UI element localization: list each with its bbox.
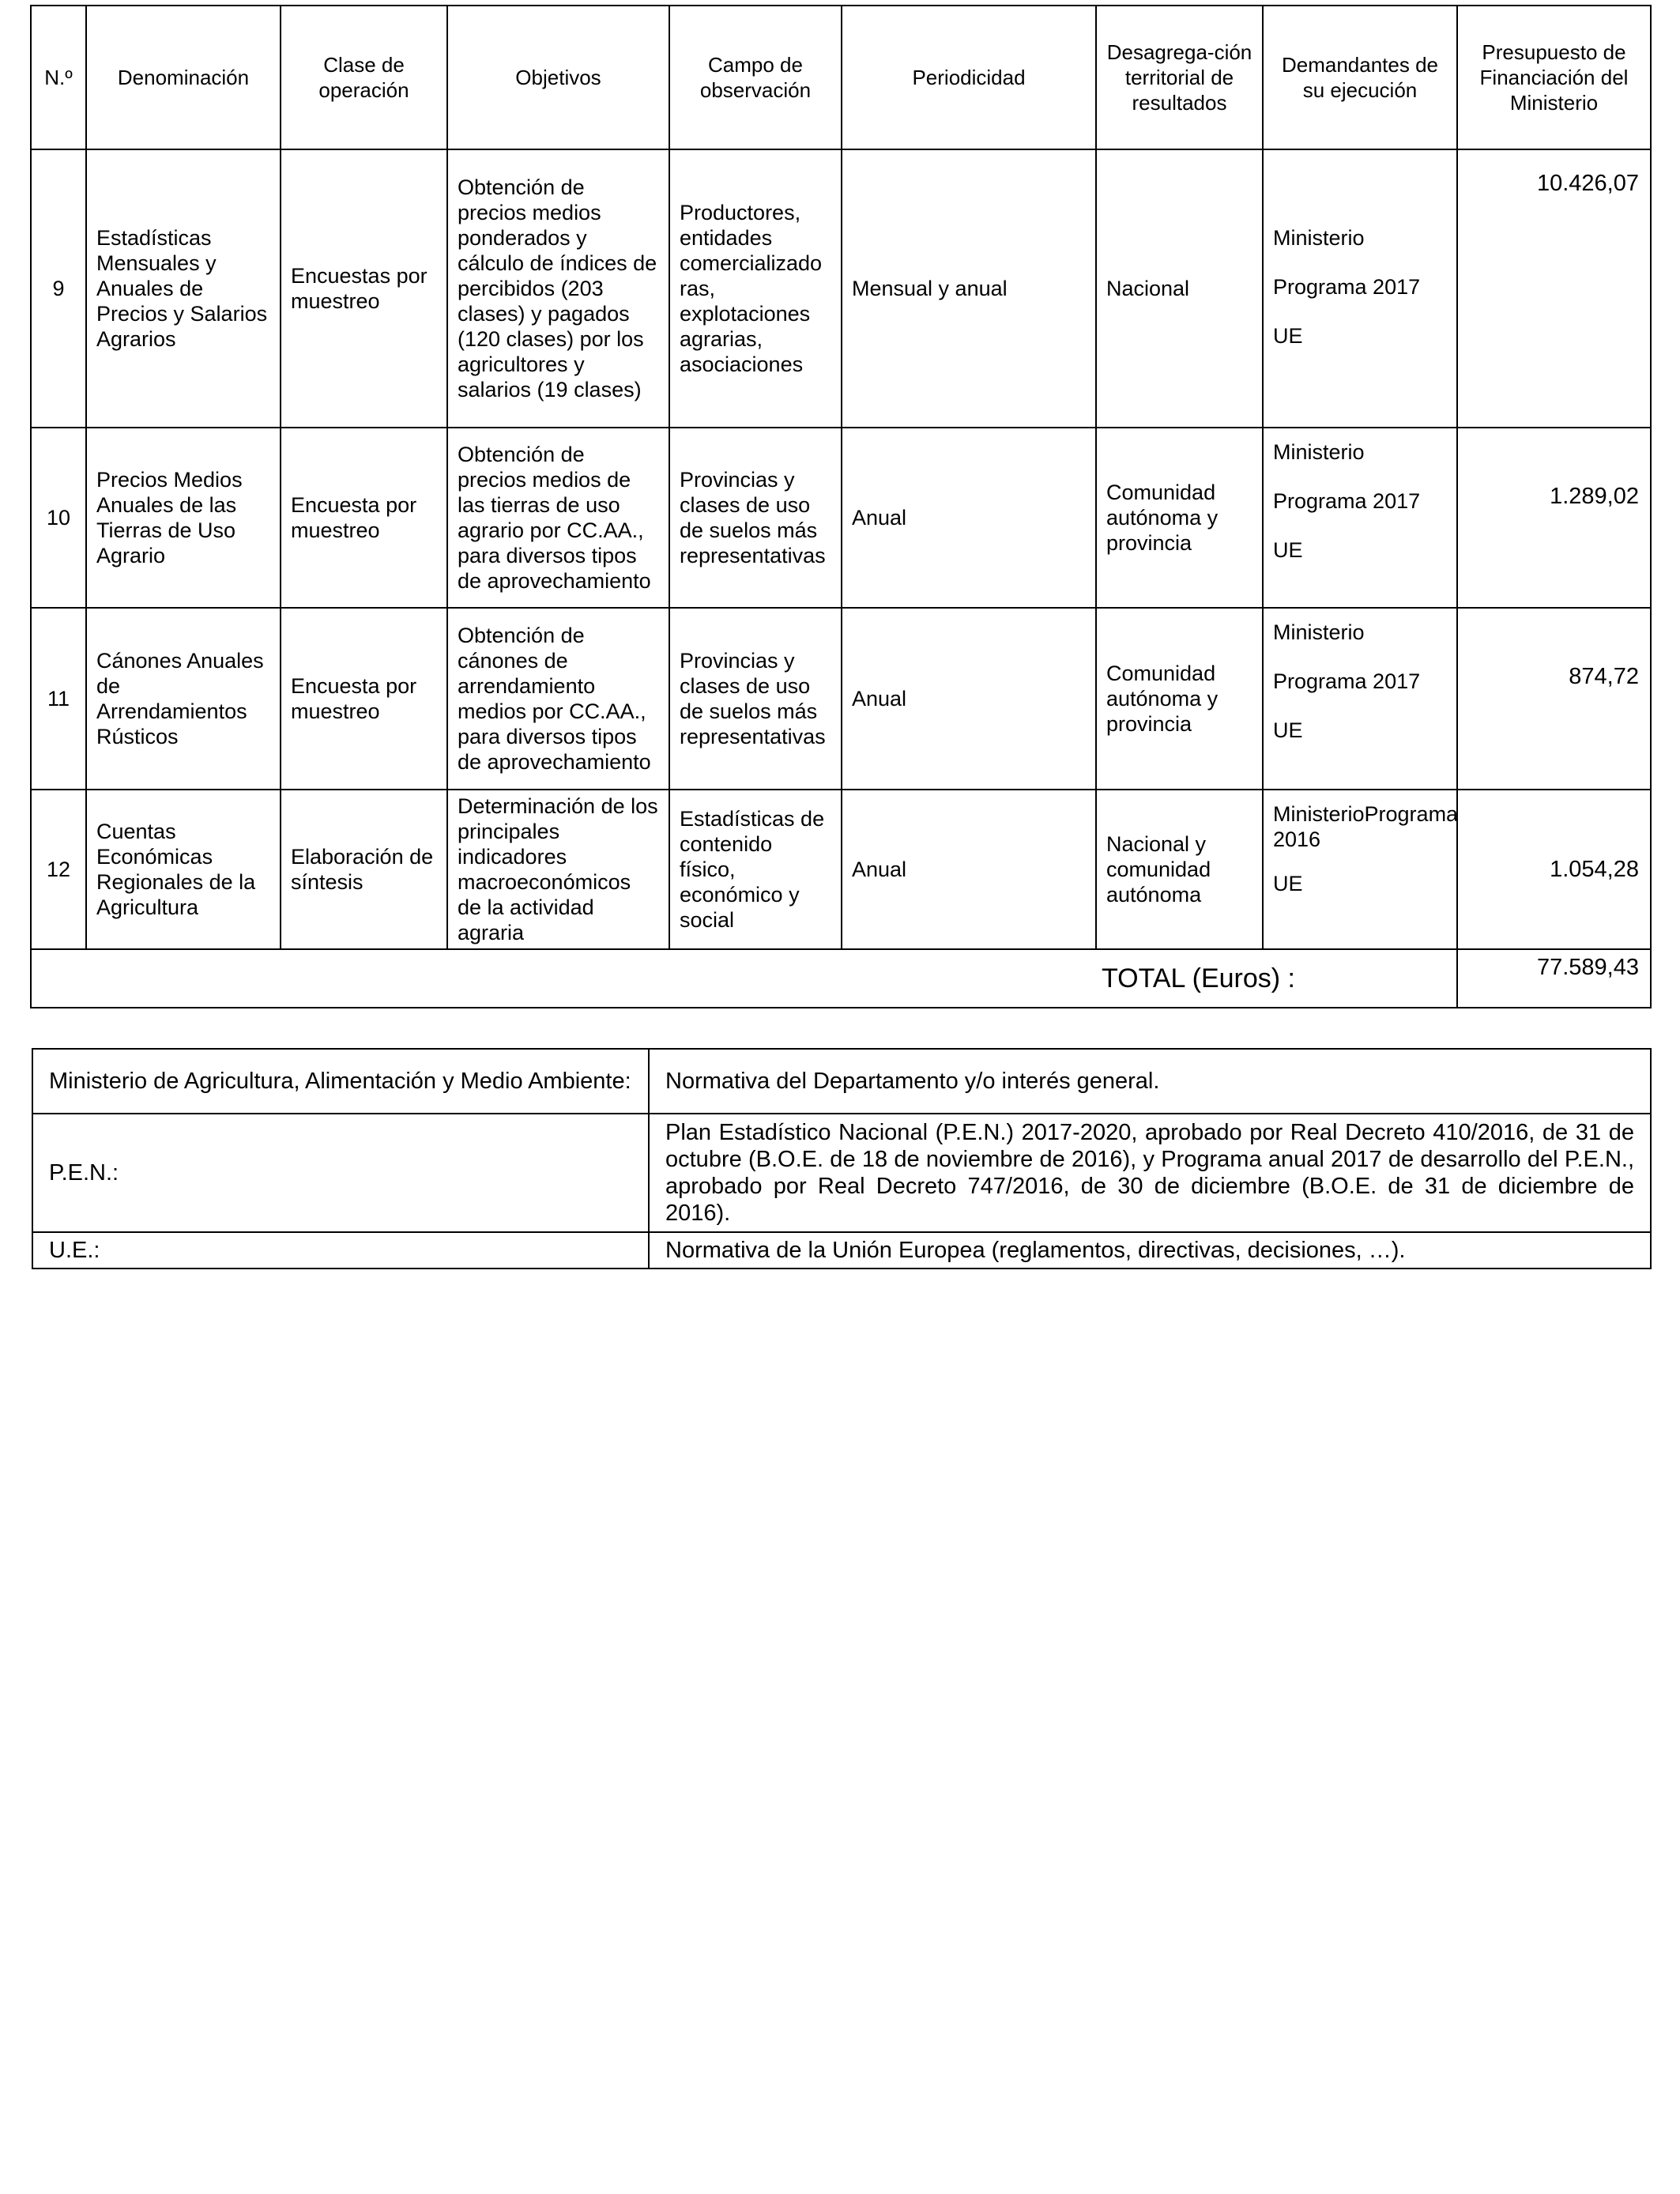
total-value: 77.589,43 [1457,949,1651,1008]
header-clase: Clase de operación [281,6,447,149]
row-demandantes [1263,149,1457,428]
demandante-item: UE [1273,538,1303,562]
row-number: 9 [31,149,86,428]
row-periodicidad: Anual [842,790,1096,949]
row-number: 12 [31,790,86,949]
legend-row [32,1232,1651,1269]
table-row [31,428,1651,608]
legend-term: Ministerio de Agricultura, Alimentación y Medio Ambiente: [32,1049,649,1114]
row-clase: Encuestas por muestreo [281,149,447,428]
row-denominacion: Estadísticas Mensuales y Anuales de Precios y Salarios Agrarios [86,149,281,428]
demandante-item: Ministerio [1273,440,1365,464]
demandante-item: UE [1273,718,1303,742]
row-periodicidad: Anual [842,608,1096,790]
row-denominacion: Precios Medios Anuales de las Tierras de Uso Agrario [86,428,281,608]
row-presupuesto: 10.426,07 [1457,149,1651,428]
header-denominacion: Denominación [86,6,281,149]
row-periodicidad: Mensual y anual [842,149,1096,428]
row-desagregacion: Nacional y comunidad autónoma [1096,790,1263,949]
header-desagregacion: Desagrega-ción territorial de resultados [1096,6,1263,149]
row-objetivos: Determinación de los principales indicadores macroeconómicos de la actividad agraria [447,790,669,949]
row-desagregacion: Comunidad autónoma y provincia [1096,608,1263,790]
legend-row [32,1049,1651,1114]
legend-table [32,1048,1652,1269]
row-campo: Estadísticas de contenido físico, económico y social [669,790,842,949]
header-objetivos: Objetivos [447,6,669,149]
legend-row [32,1114,1651,1232]
legend-term: P.E.N.: [32,1114,649,1232]
legend-definition: Normativa del Departamento y/o interés general. [649,1049,1651,1114]
row-objetivos: Obtención de cánones de arrendamiento medios por CC.AA., para diversos tipos de aprovechamiento [447,608,669,790]
row-clase: Encuesta por muestreo [281,428,447,608]
header-campo: Campo de observación [669,6,842,149]
header-demandantes: Demandantes de su ejecución [1263,6,1457,149]
table-row [31,149,1651,428]
row-presupuesto: 1.054,28 [1457,790,1651,949]
demandante-item: MinisterioPrograma 2016 [1273,802,1459,851]
demandante-item: Programa 2017 [1273,489,1421,513]
table-row [31,790,1651,949]
table-row [31,608,1651,790]
row-periodicidad: Anual [842,428,1096,608]
table-header-row [31,6,1651,149]
legend-term: U.E.: [32,1232,649,1269]
row-objetivos: Obtención de precios medios de las tierras de uso agrario por CC.AA., para diversos tipos de aprovechamiento [447,428,669,608]
statistics-table [30,5,1652,1008]
row-clase: Encuesta por muestreo [281,608,447,790]
header-periodicidad: Periodicidad [842,6,1096,149]
demandante-item: UE [1273,872,1303,895]
row-campo: Provincias y clases de uso de suelos más representativas [669,428,842,608]
row-presupuesto: 874,72 [1457,608,1651,790]
demandante-item: Programa 2017 [1273,275,1421,299]
row-campo: Provincias y clases de uso de suelos más representativas [669,608,842,790]
demandante-item: Programa 2017 [1273,669,1421,693]
row-number: 11 [31,608,86,790]
header-number: N.º [31,6,86,149]
row-demandantes [1263,790,1457,949]
header-presupuesto: Presupuesto de Financiación del Ministerio [1457,6,1651,149]
row-denominacion: Cánones Anuales de Arrendamientos Rústicos [86,608,281,790]
legend-definition: Normativa de la Unión Europea (reglamentos, directivas, decisiones, …). [649,1232,1651,1269]
legend-definition: Plan Estadístico Nacional (P.E.N.) 2017-2020, aprobado por Real Decreto 410/2016, de 31 de octubre (B.O.E. de 18 de noviembre de 2016), y Programa anual 2017 de desarrollo del P.E.N., aprobado por Real Decreto 747/2016, de 30 de diciembre (B.O.E. de 31 de diciembre de 2016). [649,1114,1651,1232]
demandante-item: Ministerio [1273,620,1365,644]
row-objetivos: Obtención de precios medios ponderados y cálculo de índices de percibidos (203 clases) y pagados (120 clases) por los agricultores y salarios (19 clases) [447,149,669,428]
row-campo: Productores, entidades comercializado ras, explotaciones agrarias, asociaciones [669,149,842,428]
demandante-item: Ministerio [1273,226,1365,250]
row-desagregacion: Nacional [1096,149,1263,428]
row-number: 10 [31,428,86,608]
demandante-item: UE [1273,324,1303,348]
row-desagregacion: Comunidad autónoma y provincia [1096,428,1263,608]
row-denominacion: Cuentas Económicas Regionales de la Agricultura [86,790,281,949]
row-presupuesto: 1.289,02 [1457,428,1651,608]
total-row [31,949,1651,1008]
row-demandantes [1263,608,1457,790]
total-label: TOTAL (Euros) : [31,949,1457,1008]
row-demandantes [1263,428,1457,608]
row-clase: Elaboración de síntesis [281,790,447,949]
